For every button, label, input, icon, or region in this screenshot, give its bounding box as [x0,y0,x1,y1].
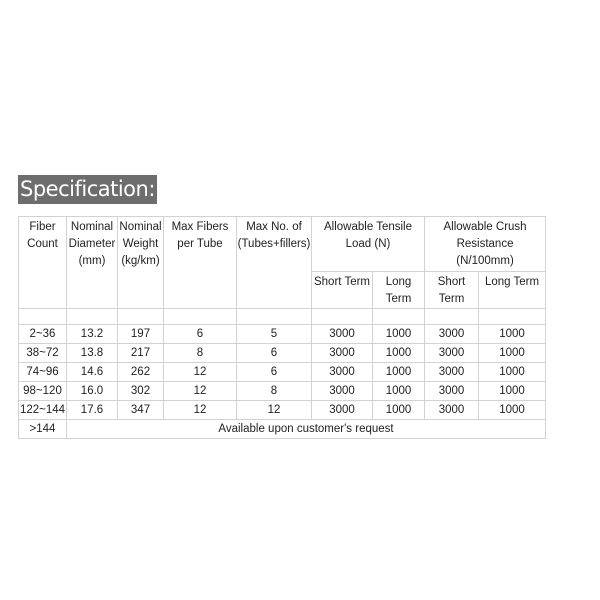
spacer-cell [118,309,164,325]
table-row [19,325,546,344]
table-row [19,401,546,420]
cell-tensile-short: 3000 [312,363,373,382]
cell-tensile-short: 3000 [312,382,373,401]
cell-fiber-count: 2~36 [19,325,67,344]
subheader-tensile-long: Long Term [373,272,425,309]
spacer-cell [164,309,237,325]
table-row [19,363,546,382]
custom-request-note: Available upon customer's request [67,420,546,439]
table-row [19,382,546,401]
cell-fiber-count: 122~144 [19,401,67,420]
cell-tensile-long: 1000 [373,344,425,363]
cell-crush-short: 3000 [425,325,479,344]
header-max-tubes: Max No. of (Tubes+fillers) [237,217,312,309]
page-title: Specification: [18,175,157,204]
spacer-cell [479,309,546,325]
cell-crush-long: 1000 [479,344,546,363]
cell-fiber-count: 38~72 [19,344,67,363]
header-max-fibers: Max Fibers per Tube [164,217,237,309]
cell-max-fibers: 12 [164,382,237,401]
cell-fiber-count: >144 [19,420,67,439]
cell-crush-short: 3000 [425,401,479,420]
specification-table [18,216,546,439]
cell-weight: 347 [118,401,164,420]
spacer-cell [19,309,67,325]
subheader-crush-short: Short Term [425,272,479,309]
cell-tensile-short: 3000 [312,325,373,344]
cell-crush-short: 3000 [425,382,479,401]
cell-tensile-long: 1000 [373,325,425,344]
cell-weight: 197 [118,325,164,344]
header-row [19,217,546,272]
table-row [19,344,546,363]
cell-crush-short: 3000 [425,363,479,382]
cell-max-fibers: 12 [164,363,237,382]
spacer-cell [312,309,373,325]
cell-max-fibers: 12 [164,401,237,420]
cell-crush-long: 1000 [479,363,546,382]
cell-diameter: 13.2 [67,325,118,344]
cell-fiber-count: 74~96 [19,363,67,382]
cell-max-tubes: 12 [237,401,312,420]
cell-max-tubes: 6 [237,344,312,363]
cell-tensile-short: 3000 [312,401,373,420]
spacer-cell [425,309,479,325]
cell-crush-short: 3000 [425,344,479,363]
cell-crush-long: 1000 [479,325,546,344]
cell-max-fibers: 8 [164,344,237,363]
header-nominal-weight: Nominal Weight (kg/km) [118,217,164,309]
spacer-row [19,309,546,325]
cell-weight: 262 [118,363,164,382]
header-tensile-load: Allowable Tensile Load (N) [312,217,425,272]
cell-diameter: 14.6 [67,363,118,382]
subheader-tensile-short: Short Term [312,272,373,309]
cell-tensile-long: 1000 [373,382,425,401]
cell-tensile-long: 1000 [373,401,425,420]
header-fiber-count: Fiber Count [19,217,67,309]
header-crush-resistance: Allowable Crush Resistance (N/100mm) [425,217,546,272]
spacer-cell [237,309,312,325]
cell-max-tubes: 8 [237,382,312,401]
spacer-cell [67,309,118,325]
cell-tensile-long: 1000 [373,363,425,382]
cell-tensile-short: 3000 [312,344,373,363]
spacer-cell [373,309,425,325]
cell-diameter: 13.8 [67,344,118,363]
subheader-crush-long: Long Term [479,272,546,309]
cell-fiber-count: 98~120 [19,382,67,401]
cell-max-tubes: 6 [237,363,312,382]
cell-crush-long: 1000 [479,401,546,420]
header-nominal-diameter: Nominal Diameter (mm) [67,217,118,309]
table-row-custom [19,420,546,439]
cell-max-tubes: 5 [237,325,312,344]
cell-diameter: 17.6 [67,401,118,420]
cell-crush-long: 1000 [479,382,546,401]
cell-diameter: 16.0 [67,382,118,401]
cell-weight: 217 [118,344,164,363]
cell-max-fibers: 6 [164,325,237,344]
cell-weight: 302 [118,382,164,401]
